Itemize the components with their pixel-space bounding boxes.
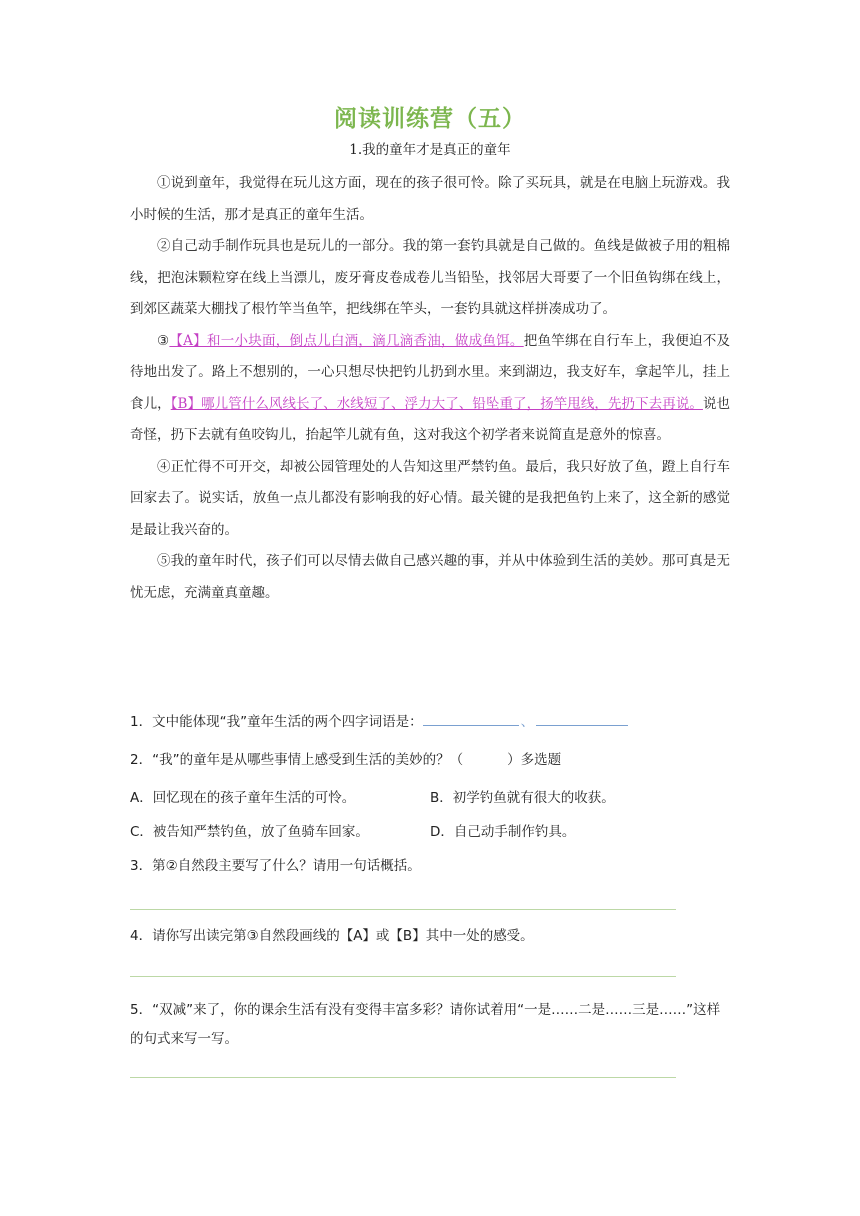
question-2 <box>130 748 730 772</box>
answer-line-5[interactable] <box>130 1077 676 1078</box>
underlined-sentence-a: 【A】和一小块面，倒点儿白酒，滴几滴香油，做成鱼饵。 <box>169 332 524 349</box>
paragraph-3-number: ③ <box>157 332 170 349</box>
question-4: 4．请你写出读完第③自然段画线的【A】或【B】其中一处的感受。 <box>130 928 534 944</box>
question-1 <box>130 710 730 734</box>
paragraph-1: ①说到童年，我觉得在玩儿这方面，现在的孩子很可怜。除了买玩具，就是在电脑上玩游戏。我小时候的生活，那才是真正的童年生活。 <box>130 175 730 223</box>
option-d[interactable]: D．自己动手制作钓具。 <box>430 824 576 840</box>
question-1-text: 1．文中能体现“我”童年生活的两个四字词语是： <box>130 714 423 730</box>
option-b[interactable]: B．初学钓鱼就有很大的收获。 <box>430 790 615 806</box>
page-title: 阅读训练营（五） <box>334 106 526 132</box>
question-2-type: ）多选题 <box>507 752 562 768</box>
paragraph-3 <box>130 326 730 452</box>
answer-blank-2[interactable] <box>536 711 628 726</box>
paragraph-3-end: 说也奇怪，扔下去就有鱼咬钩儿，抬起竿儿就有鱼，这对我这个初学者来说简直是意外的惊喜。 <box>130 395 731 443</box>
reading-passage <box>130 168 730 609</box>
paragraph-2: ②自己动手制作玩具也是玩儿的一部分。我的第一套钓具就是自己做的。鱼线是做被子用的粗棉线，把泡沫颗粒穿在线上当漂儿，废牙膏皮卷成卷儿当铅坠，找邻居大哥要了一个旧鱼钩绑在线上，到郊区蔬菜大棚找了根竹竿当鱼竿，把线绑在竿头，一套钓具就这样拼凑成功了。 <box>130 238 730 317</box>
paragraph-5: ⑤我的童年时代，孩子们可以尽情去做自己感兴趣的事，并从中体验到生活的美妙。那可真是无忧无虑，充满童真童趣。 <box>130 553 730 601</box>
question-list <box>130 707 730 1054</box>
paragraph-4: ④正忙得不可开交，却被公园管理处的人告知这里严禁钓鱼。最后，我只好放了鱼，蹬上自行车回家去了。说实话，放鱼一点儿都没有影响我的好心情。最关键的是我把鱼钓上来了，这全新的感觉是最让我兴奋的。 <box>130 458 730 538</box>
options-row-1 <box>130 786 730 810</box>
passage-title: 1.我的童年才是真正的童年 <box>349 142 511 158</box>
question-2-text: 2．“我”的童年是从哪些事情上感受到生活的美妙的？（ <box>130 752 464 768</box>
question-3: 3．第②自然段主要写了什么？请用一句话概括。 <box>130 858 421 874</box>
answer-line-4[interactable] <box>130 976 676 977</box>
paragraph-3-middle: 把鱼竿绑在自行车上，我便迫不及待地出发了。路上不想别的，一心只想尽快把钓儿扔到水里。来到湖边，我支好车，拿起竿儿，挂上食儿， <box>130 332 731 412</box>
question-5: 5．“双减”来了，你的课余生活有没有变得丰富多彩？请你试着用“一是……二是……三是……”这样的句式来写一写。 <box>130 1002 721 1047</box>
answer-blank-1[interactable] <box>423 711 519 726</box>
options-row-2 <box>130 820 730 844</box>
option-c[interactable]: C．被告知严禁钓鱼，放了鱼骑车回家。 <box>130 824 369 840</box>
underlined-sentence-b: 【B】哪儿管什么风线长了、水线短了、浮力大了、铅坠重了，扬竿甩线，先扔下去再说。 <box>170 395 703 412</box>
blank-separator: 、 <box>520 714 535 730</box>
option-a[interactable]: A．回忆现在的孩子童年生活的可怜。 <box>130 790 356 806</box>
answer-line-3[interactable] <box>130 909 676 910</box>
